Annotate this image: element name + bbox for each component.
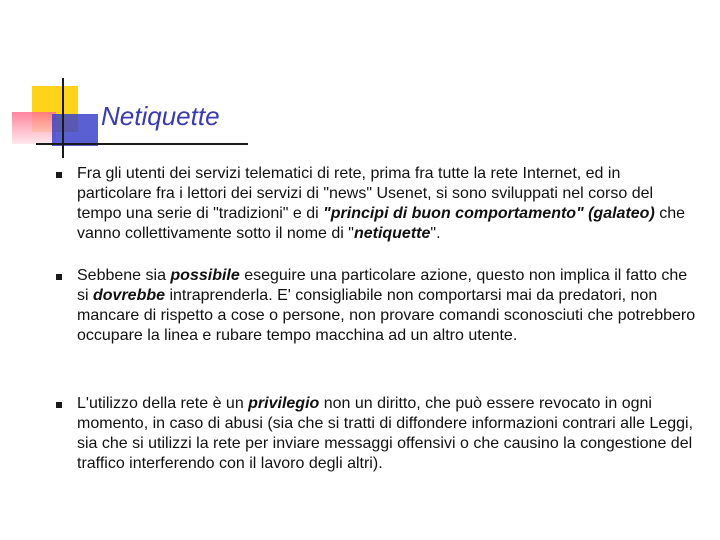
logo-vertical-line	[62, 78, 64, 158]
text-segment: ".	[430, 225, 441, 242]
emphasis-text: dovrebbe	[93, 287, 166, 304]
bullet-square-icon	[56, 274, 62, 280]
emphasis-text: possibile	[170, 267, 240, 284]
bullet-text-2	[77, 266, 697, 346]
logo-pink-block	[12, 112, 56, 144]
title-underline	[36, 143, 248, 145]
emphasis-text: netiquette	[353, 225, 431, 242]
text-segment: che vanno collettivamente sotto il nome di "	[77, 205, 686, 242]
logo-blue-block	[52, 114, 98, 146]
bullet-square-icon	[56, 172, 62, 178]
text-segment: Sebbene sia	[77, 267, 171, 284]
emphasis-text: privilegio	[248, 395, 320, 412]
text-segment: eseguire una particolare azione, questo non implica il fatto che si	[77, 267, 688, 304]
text-segment: intraprenderla. E' consigliabile non comportarsi mai da predatori, non mancare di rispetto a cose o persone, non provare comandi sconosciuti che potrebbero occupare la linea e rubare tempo macchina ad un altro utente.	[77, 287, 696, 344]
bullet-square-icon	[56, 402, 62, 408]
slide-title: Netiquette	[101, 101, 220, 131]
text-segment: Fra gli utenti dei servizi telematici di rete, prima fra tutte la rete Internet, ed in particolare fra i lettori dei servizi di "news" Usenet, si sono sviluppati nel corso del tempo una serie di "tradizioni" e di	[77, 165, 654, 222]
emphasis-text: "principi di buon comportamento" (galateo)	[323, 205, 655, 222]
bullet-text-1	[77, 164, 697, 244]
bullet-text-3	[77, 394, 697, 474]
text-segment: L'utilizzo della rete è un	[77, 395, 249, 412]
text-segment: non un diritto, che può essere revocato in ogni momento, in caso di abusi (sia che si tratti di diffondere informazioni contrari alle Leggi, sia che si utilizzi la rete per inviare messaggi offensivi o che causino la congestione del traffico interferendo con il lavoro degli altri).	[77, 395, 694, 472]
